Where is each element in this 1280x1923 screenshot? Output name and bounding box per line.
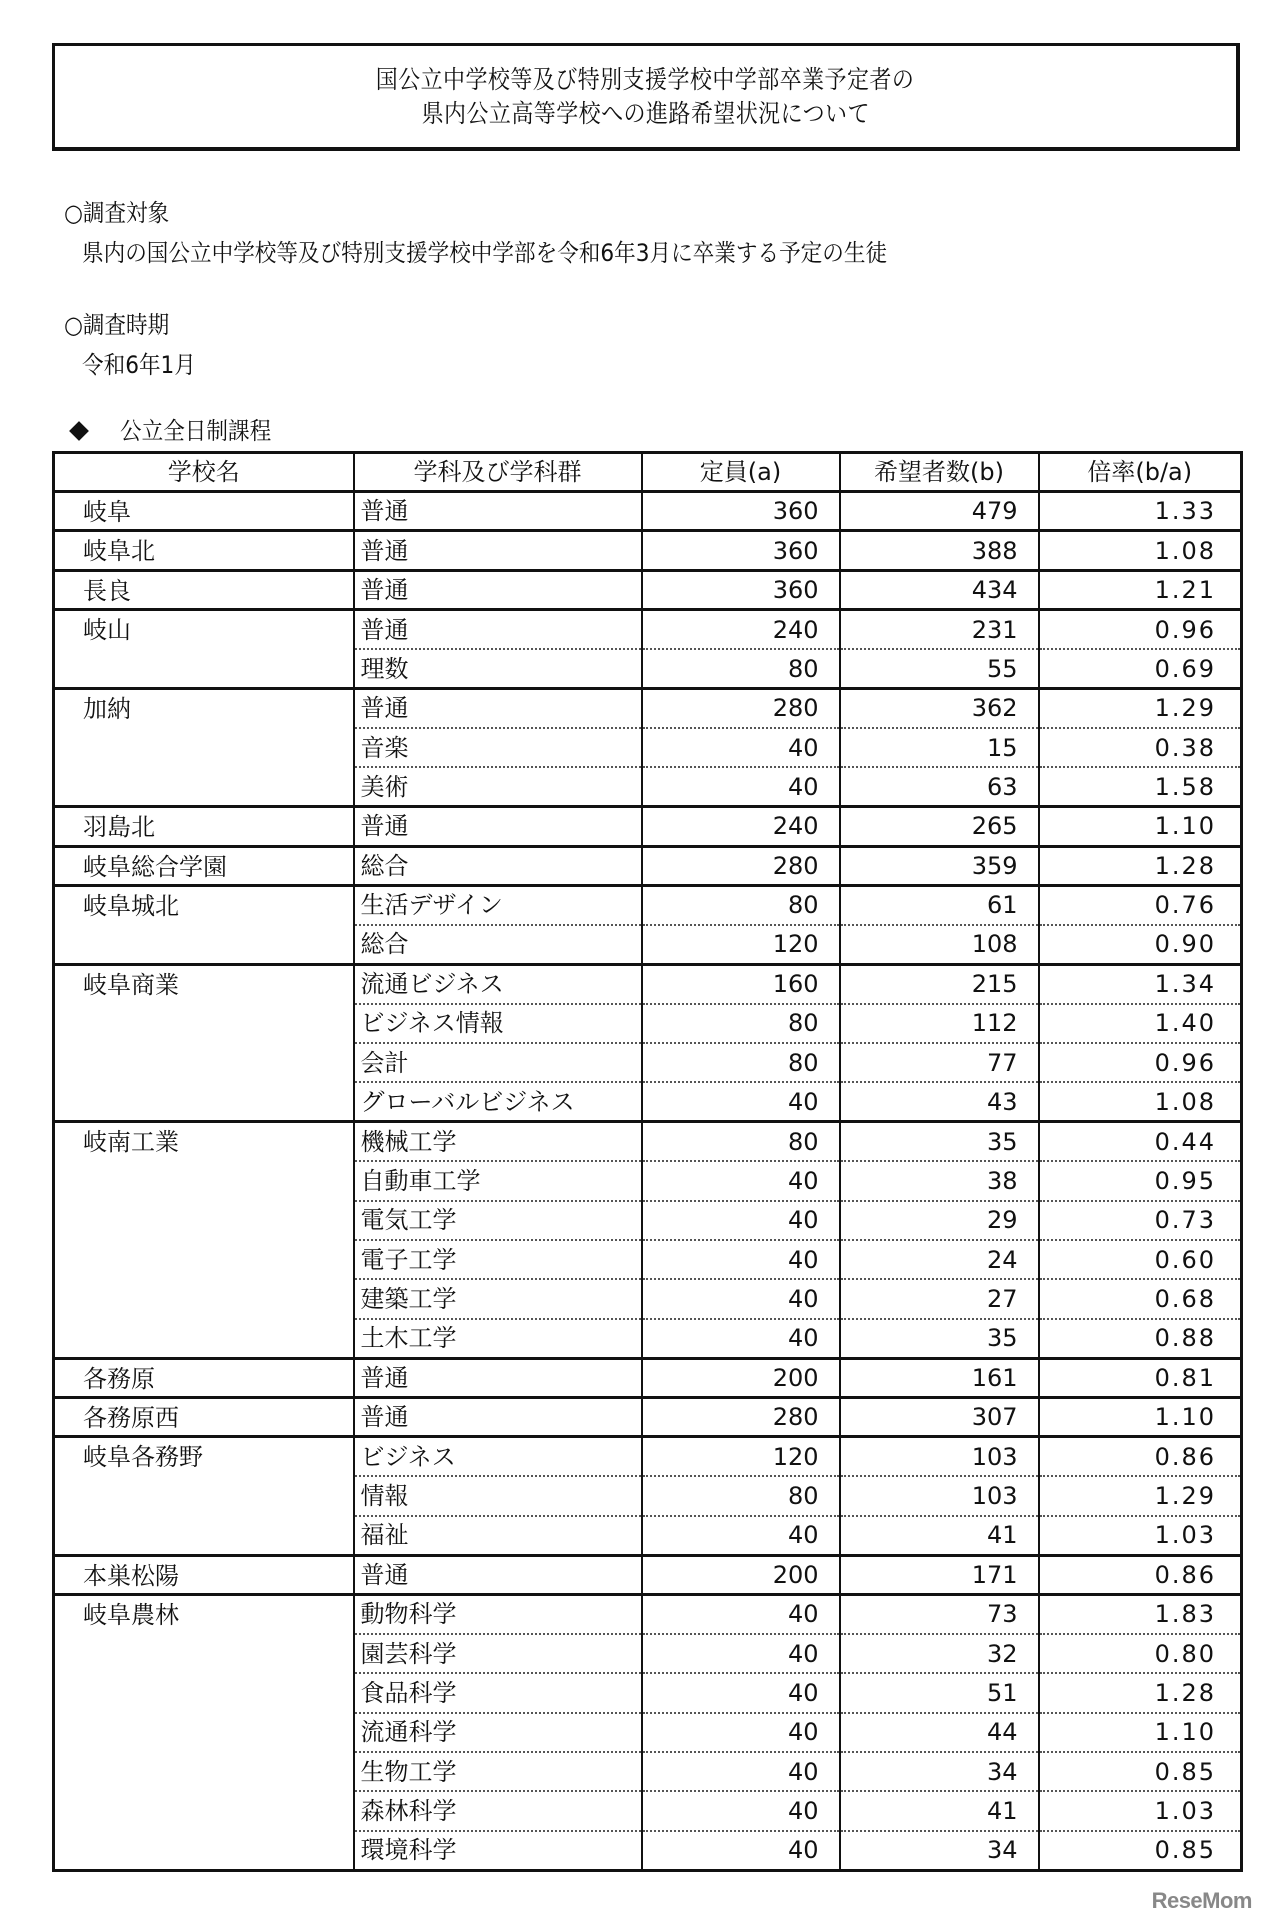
table-row — [54, 1358, 1242, 1397]
table-row — [54, 1555, 1242, 1594]
department-cell: 普通 — [354, 531, 642, 570]
capacity-cell: 360 — [642, 570, 840, 609]
department-cell: ビジネス — [354, 1437, 642, 1476]
capacity-cell: 80 — [642, 1476, 840, 1515]
school-name-cell: 岐阜各務野 — [54, 1437, 354, 1555]
capacity-cell: 80 — [642, 1122, 840, 1161]
applicants-cell: 215 — [840, 964, 1039, 1003]
applicants-cell: 77 — [840, 1043, 1039, 1082]
applicants-cell: 171 — [840, 1555, 1039, 1594]
department-cell: 電子工学 — [354, 1240, 642, 1279]
applicants-cell: 51 — [840, 1673, 1039, 1712]
school-name-cell: 岐阜農林 — [54, 1594, 354, 1870]
ratio-cell: 1.08 — [1039, 1082, 1242, 1121]
table-row — [54, 610, 1242, 649]
applicants-cell: 43 — [840, 1082, 1039, 1121]
department-cell: 生物工学 — [354, 1752, 642, 1791]
table-row — [54, 1397, 1242, 1436]
ratio-cell: 0.81 — [1039, 1358, 1242, 1397]
applicants-cell: 29 — [840, 1201, 1039, 1240]
table-row — [54, 1594, 1242, 1633]
school-name-cell: 岐阜城北 — [54, 885, 354, 964]
document-title-line-2: 県内公立高等学校への進路希望状況について — [421, 98, 870, 128]
applicants-cell: 73 — [840, 1594, 1039, 1633]
ratio-cell: 0.85 — [1039, 1831, 1242, 1870]
department-cell: 総合 — [354, 846, 642, 885]
ratio-cell: 1.08 — [1039, 531, 1242, 570]
ratio-cell: 0.38 — [1039, 728, 1242, 767]
table-row — [54, 1122, 1242, 1161]
ratio-cell: 0.80 — [1039, 1634, 1242, 1673]
table-row — [54, 492, 1242, 531]
survey-period-heading: ○調査時期 — [64, 311, 170, 339]
department-cell: 土木工学 — [354, 1319, 642, 1358]
capacity-cell: 40 — [642, 1831, 840, 1870]
capacity-cell: 40 — [642, 1319, 840, 1358]
ratio-cell: 0.44 — [1039, 1122, 1242, 1161]
ratio-cell: 1.28 — [1039, 846, 1242, 885]
school-name-cell: 長良 — [54, 570, 354, 609]
applicants-cell: 24 — [840, 1240, 1039, 1279]
department-cell: 普通 — [354, 492, 642, 531]
applicants-cell: 34 — [840, 1752, 1039, 1791]
department-cell: グローバルビジネス — [354, 1082, 642, 1121]
header-department: 学科及び学科群 — [354, 453, 642, 492]
diamond-bullet-icon — [69, 421, 89, 441]
applicants-cell: 103 — [840, 1437, 1039, 1476]
capacity-cell: 40 — [642, 1516, 840, 1555]
school-name-cell: 岐阜総合学園 — [54, 846, 354, 885]
capacity-cell: 240 — [642, 807, 840, 846]
school-name-cell: 岐山 — [54, 610, 354, 689]
ratio-cell: 1.10 — [1039, 1713, 1242, 1752]
capacity-cell: 40 — [642, 1791, 840, 1830]
capacity-cell: 80 — [642, 885, 840, 924]
survey-period-body: 令和6年1月 — [82, 351, 196, 379]
ratio-cell: 0.96 — [1039, 610, 1242, 649]
table-row — [54, 1437, 1242, 1476]
capacity-cell: 200 — [642, 1555, 840, 1594]
capacity-cell: 80 — [642, 1043, 840, 1082]
ratio-cell: 1.40 — [1039, 1004, 1242, 1043]
applicants-cell: 362 — [840, 688, 1039, 727]
applicants-cell: 41 — [840, 1791, 1039, 1830]
capacity-cell: 40 — [642, 1240, 840, 1279]
department-cell: 建築工学 — [354, 1279, 642, 1318]
department-cell: 会計 — [354, 1043, 642, 1082]
table-row — [54, 885, 1242, 924]
capacity-cell: 80 — [642, 1004, 840, 1043]
applicants-cell: 434 — [840, 570, 1039, 609]
department-cell: 普通 — [354, 807, 642, 846]
department-cell: 音楽 — [354, 728, 642, 767]
applicants-cell: 32 — [840, 1634, 1039, 1673]
ratio-cell: 0.69 — [1039, 649, 1242, 688]
capacity-cell: 360 — [642, 531, 840, 570]
ratio-cell: 1.10 — [1039, 1397, 1242, 1436]
capacity-cell: 40 — [642, 767, 840, 806]
ratio-cell: 0.76 — [1039, 885, 1242, 924]
ratio-cell: 1.33 — [1039, 492, 1242, 531]
applicants-cell: 388 — [840, 531, 1039, 570]
ratio-cell: 1.34 — [1039, 964, 1242, 1003]
department-cell: 普通 — [354, 1555, 642, 1594]
ratio-cell: 0.88 — [1039, 1319, 1242, 1358]
applicants-cell: 112 — [840, 1004, 1039, 1043]
applicants-cell: 55 — [840, 649, 1039, 688]
survey-period-section — [64, 310, 211, 380]
capacity-cell: 40 — [642, 1634, 840, 1673]
ratio-cell: 0.68 — [1039, 1279, 1242, 1318]
applicants-cell: 15 — [840, 728, 1039, 767]
table-row — [54, 688, 1242, 727]
school-name-cell: 岐阜北 — [54, 531, 354, 570]
capacity-cell: 160 — [642, 964, 840, 1003]
ratio-cell: 1.21 — [1039, 570, 1242, 609]
header-ratio: 倍率(b/a) — [1039, 453, 1242, 492]
application-status-table — [52, 451, 1243, 1872]
resemom-watermark-logo: ReseMom — [1151, 1888, 1252, 1913]
capacity-cell: 280 — [642, 846, 840, 885]
applicants-cell: 359 — [840, 846, 1039, 885]
header-school-name: 学校名 — [54, 453, 354, 492]
applicants-cell: 63 — [840, 767, 1039, 806]
applicants-cell: 103 — [840, 1476, 1039, 1515]
applicants-cell: 161 — [840, 1358, 1039, 1397]
capacity-cell: 40 — [642, 1713, 840, 1752]
ratio-cell: 0.96 — [1039, 1043, 1242, 1082]
capacity-cell: 40 — [642, 1594, 840, 1633]
applicants-cell: 35 — [840, 1122, 1039, 1161]
department-cell: 情報 — [354, 1476, 642, 1515]
school-name-cell: 本巣松陽 — [54, 1555, 354, 1594]
applicants-cell: 44 — [840, 1713, 1039, 1752]
department-cell: 自動車工学 — [354, 1161, 642, 1200]
applicants-cell: 231 — [840, 610, 1039, 649]
department-cell: 園芸科学 — [354, 1634, 642, 1673]
school-name-cell: 岐阜商業 — [54, 964, 354, 1122]
department-cell: 電気工学 — [354, 1201, 642, 1240]
applicants-cell: 27 — [840, 1279, 1039, 1318]
ratio-cell: 0.73 — [1039, 1201, 1242, 1240]
table-row — [54, 570, 1242, 609]
department-cell: 生活デザイン — [354, 885, 642, 924]
department-cell: 流通科学 — [354, 1713, 642, 1752]
capacity-cell: 280 — [642, 1397, 840, 1436]
table-row — [54, 807, 1242, 846]
document-title-box — [52, 43, 1240, 151]
applicants-cell: 38 — [840, 1161, 1039, 1200]
survey-target-heading: ○調査対象 — [64, 199, 170, 227]
ratio-cell: 1.58 — [1039, 767, 1242, 806]
school-name-cell: 加納 — [54, 688, 354, 806]
department-cell: 普通 — [354, 1358, 642, 1397]
applicants-cell: 108 — [840, 925, 1039, 964]
table-row — [54, 531, 1242, 570]
school-name-cell: 岐南工業 — [54, 1122, 354, 1358]
department-cell: 環境科学 — [354, 1831, 642, 1870]
table-body — [54, 492, 1242, 1871]
ratio-cell: 0.95 — [1039, 1161, 1242, 1200]
capacity-cell: 40 — [642, 1082, 840, 1121]
ratio-cell: 1.83 — [1039, 1594, 1242, 1633]
department-cell: 森林科学 — [354, 1791, 642, 1830]
ratio-cell: 0.86 — [1039, 1555, 1242, 1594]
capacity-cell: 40 — [642, 728, 840, 767]
department-cell: 機械工学 — [354, 1122, 642, 1161]
capacity-cell: 80 — [642, 649, 840, 688]
school-name-cell: 各務原西 — [54, 1397, 354, 1436]
department-cell: 普通 — [354, 610, 642, 649]
ratio-cell: 1.28 — [1039, 1673, 1242, 1712]
capacity-cell: 40 — [642, 1201, 840, 1240]
school-name-cell: 各務原 — [54, 1358, 354, 1397]
ratio-cell: 1.10 — [1039, 807, 1242, 846]
applicants-cell: 61 — [840, 885, 1039, 924]
school-name-cell: 羽島北 — [54, 807, 354, 846]
course-heading — [66, 416, 288, 446]
applicants-cell: 265 — [840, 807, 1039, 846]
capacity-cell: 360 — [642, 492, 840, 531]
capacity-cell: 120 — [642, 925, 840, 964]
department-cell: 流通ビジネス — [354, 964, 642, 1003]
ratio-cell: 0.60 — [1039, 1240, 1242, 1279]
capacity-cell: 40 — [642, 1673, 840, 1712]
department-cell: ビジネス情報 — [354, 1004, 642, 1043]
department-cell: 理数 — [354, 649, 642, 688]
survey-target-section — [64, 198, 979, 268]
department-cell: 総合 — [354, 925, 642, 964]
course-heading-label: 公立全日制課程 — [120, 417, 272, 445]
department-cell: 普通 — [354, 570, 642, 609]
capacity-cell: 200 — [642, 1358, 840, 1397]
ratio-cell: 1.03 — [1039, 1791, 1242, 1830]
table-header-row — [54, 453, 1242, 492]
header-applicants: 希望者数(b) — [840, 453, 1039, 492]
capacity-cell: 120 — [642, 1437, 840, 1476]
department-cell: 動物科学 — [354, 1594, 642, 1633]
applicants-cell: 35 — [840, 1319, 1039, 1358]
header-capacity: 定員(a) — [642, 453, 840, 492]
department-cell: 福祉 — [354, 1516, 642, 1555]
applicants-cell: 479 — [840, 492, 1039, 531]
ratio-cell: 0.86 — [1039, 1437, 1242, 1476]
capacity-cell: 40 — [642, 1161, 840, 1200]
applicants-cell: 307 — [840, 1397, 1039, 1436]
table-row — [54, 846, 1242, 885]
applicants-cell: 41 — [840, 1516, 1039, 1555]
document-title-line-1: 国公立中学校等及び特別支援学校中学部卒業予定者の — [376, 64, 915, 94]
capacity-cell: 280 — [642, 688, 840, 727]
ratio-cell: 1.29 — [1039, 1476, 1242, 1515]
capacity-cell: 40 — [642, 1752, 840, 1791]
department-cell: 普通 — [354, 688, 642, 727]
capacity-cell: 40 — [642, 1279, 840, 1318]
applicants-cell: 34 — [840, 1831, 1039, 1870]
ratio-cell: 1.29 — [1039, 688, 1242, 727]
school-name-cell: 岐阜 — [54, 492, 354, 531]
ratio-cell: 0.85 — [1039, 1752, 1242, 1791]
ratio-cell: 1.03 — [1039, 1516, 1242, 1555]
ratio-cell: 0.90 — [1039, 925, 1242, 964]
table-row — [54, 964, 1242, 1003]
survey-target-body: 県内の国公立中学校等及び特別支援学校中学部を令和6年3月に卒業する予定の生徒 — [82, 239, 888, 267]
department-cell: 普通 — [354, 1397, 642, 1436]
capacity-cell: 240 — [642, 610, 840, 649]
department-cell: 食品科学 — [354, 1673, 642, 1712]
department-cell: 美術 — [354, 767, 642, 806]
